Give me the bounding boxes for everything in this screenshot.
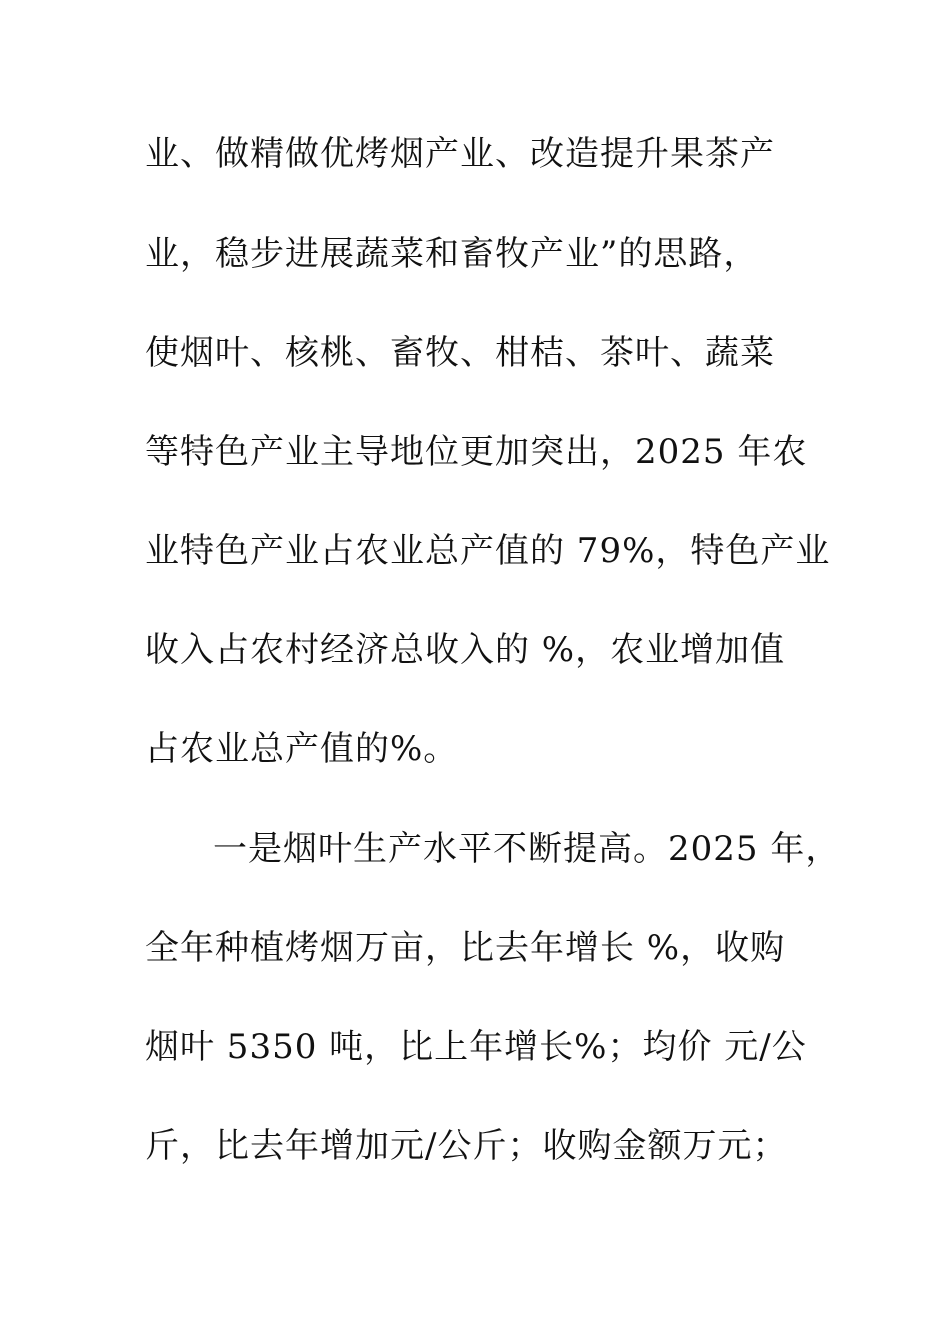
paragraph-line-5: 业特色产业占农业总产值的 79%，特色产业 — [145, 531, 831, 571]
paragraph-line-8: 一是烟叶生产水平不断提高。2025 年， — [213, 829, 841, 869]
paragraph-line-1: 业、做精做优烤烟产业、改造提升果茶产 — [145, 134, 775, 174]
paragraph-line-6: 收入占农村经济总收入的 %，农业增加值 — [145, 630, 786, 670]
paragraph-line-10: 烟叶 5350 吨，比上年增长%；均价 元/公 — [145, 1027, 807, 1067]
paragraph-line-4: 等特色产业主导地位更加突出，2025 年农 — [145, 432, 808, 472]
paragraph-line-9: 全年种植烤烟万亩，比去年增长 %，收购 — [145, 928, 786, 968]
paragraph-line-3: 使烟叶、核桃、畜牧、柑桔、茶叶、蔬菜 — [145, 333, 775, 373]
paragraph-line-2: 业，稳步进展蔬菜和畜牧产业”的思路， — [145, 234, 759, 274]
paragraph-line-7: 占农业总产值的%。 — [145, 729, 459, 769]
paragraph-line-11: 斤，比去年增加元/公斤；收购金额万元； — [145, 1126, 788, 1166]
